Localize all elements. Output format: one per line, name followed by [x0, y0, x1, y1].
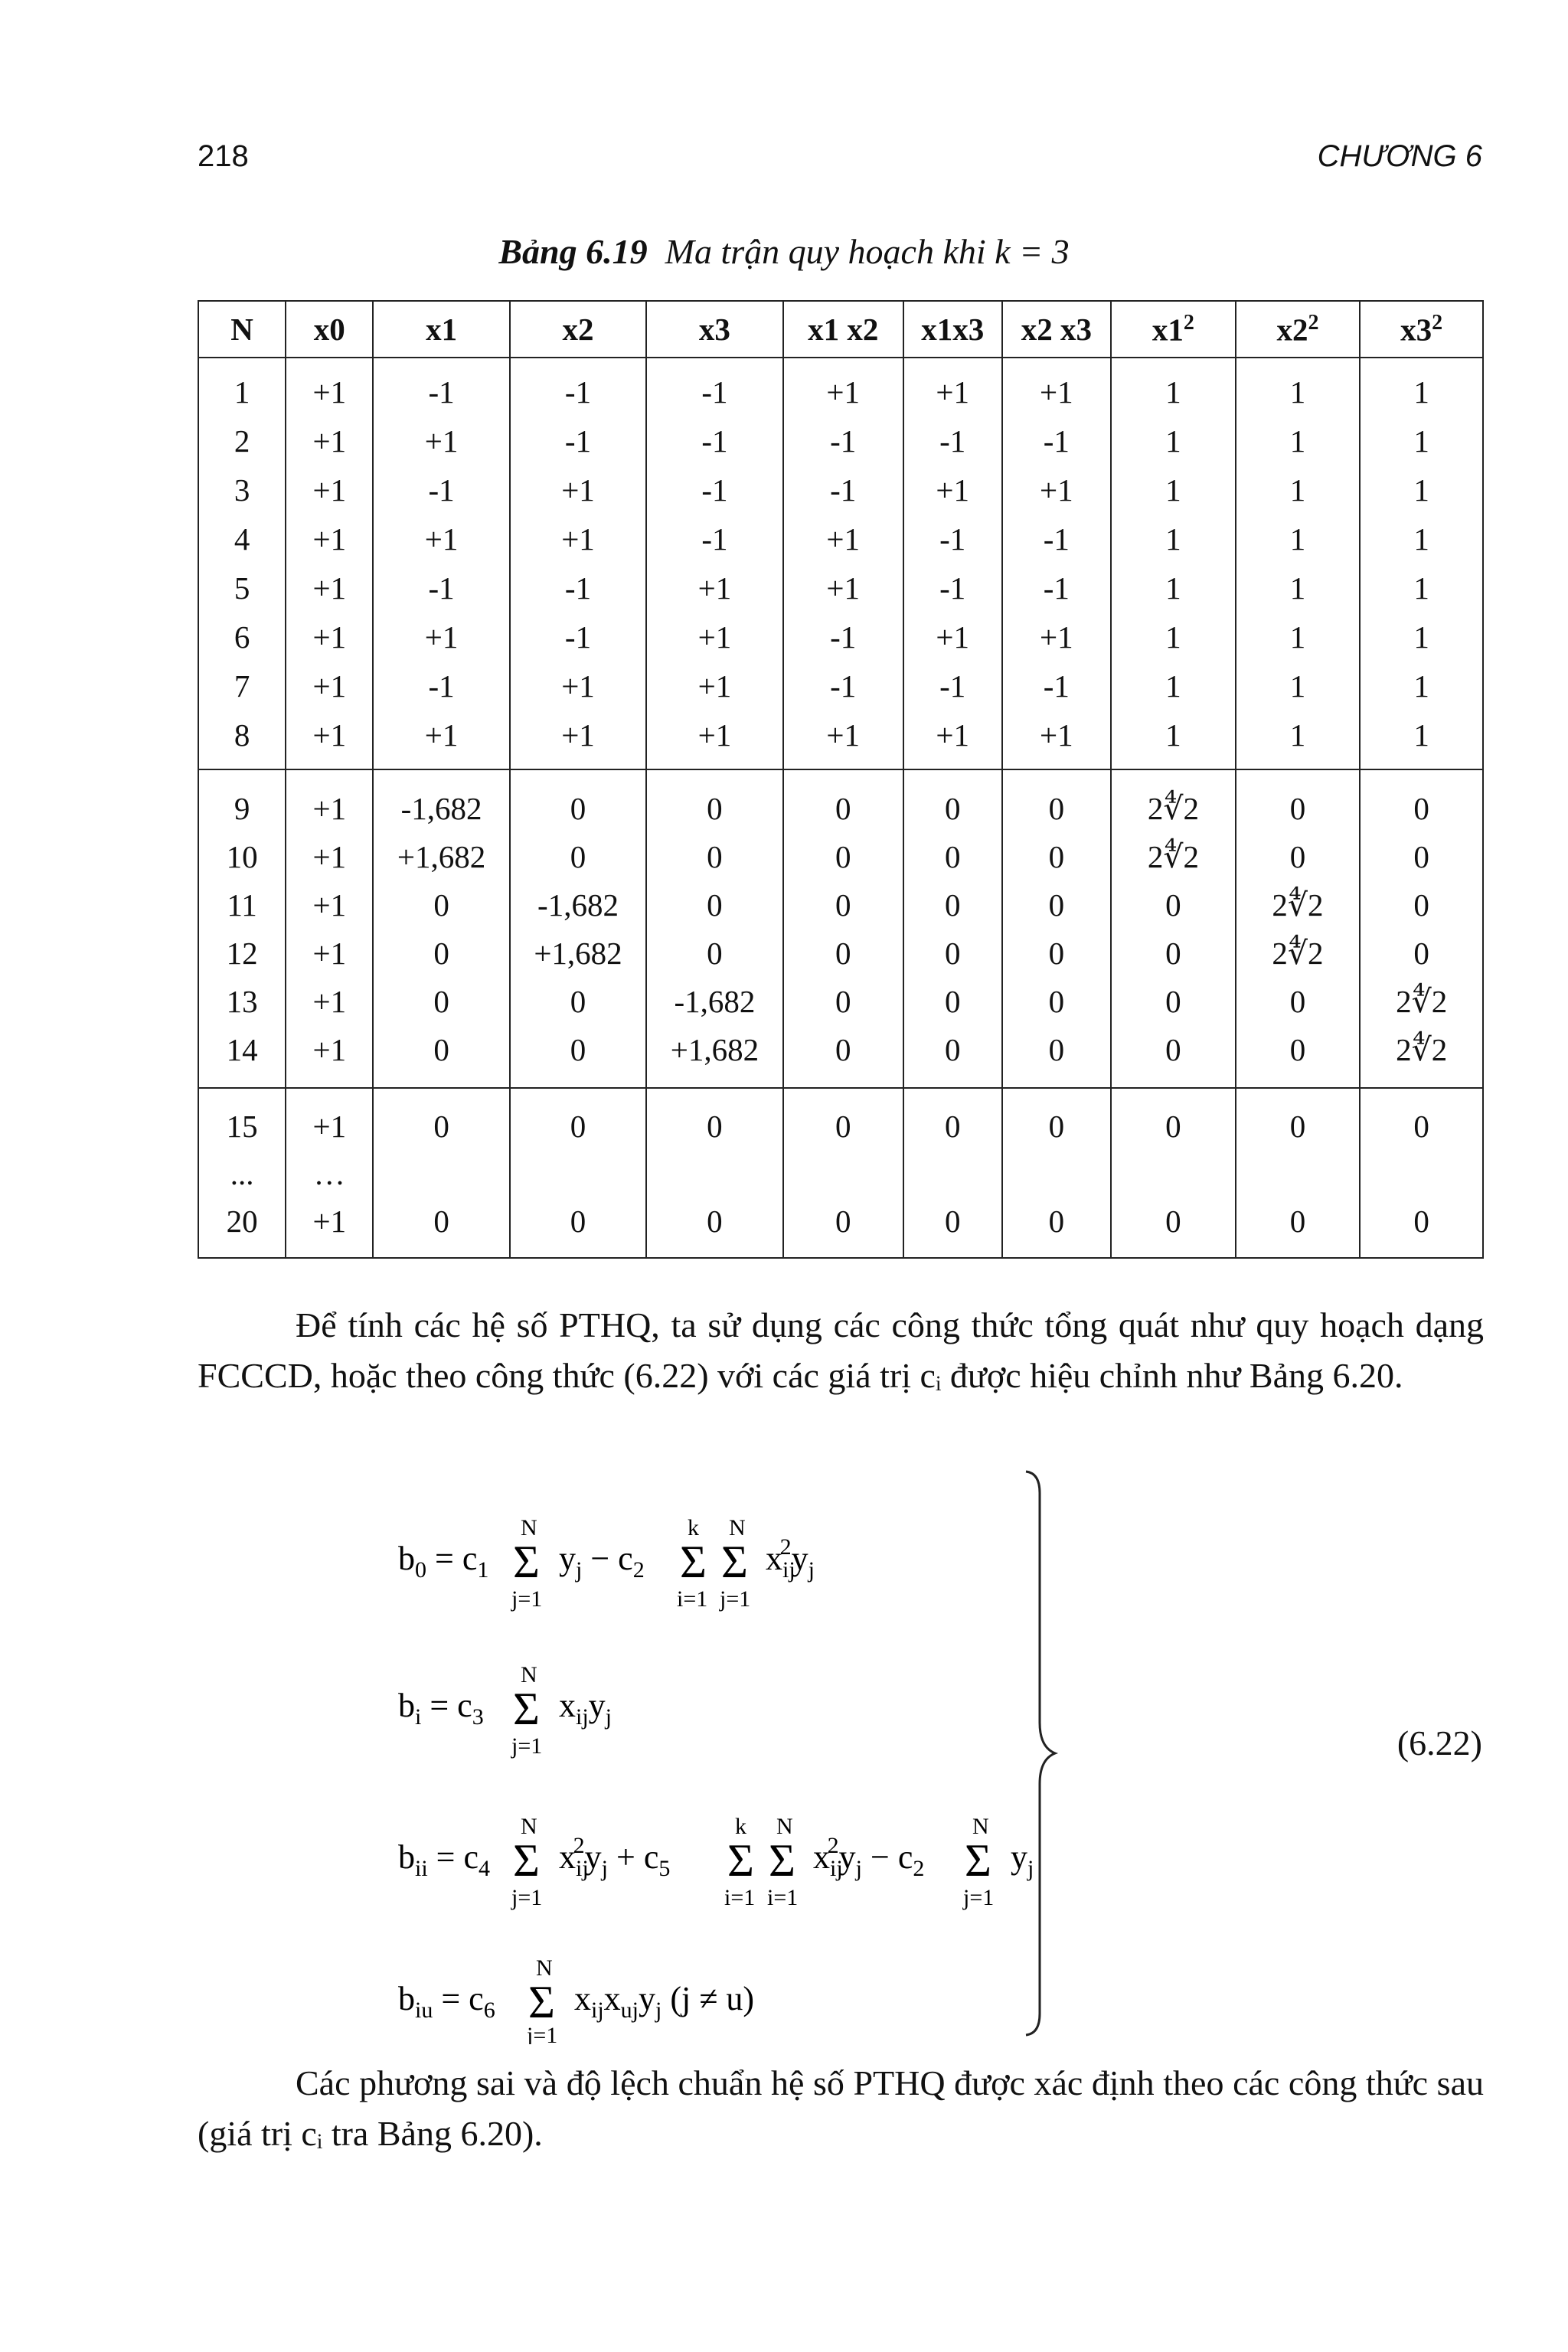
table-cell: 0 — [646, 929, 782, 977]
equation-number: (6.22) — [1396, 1723, 1482, 1762]
table-cell: -1 — [903, 564, 1002, 612]
svg-text:Σ: Σ — [965, 1835, 991, 1886]
table-cell: 0 — [1111, 1088, 1236, 1150]
table-cell: 0 — [1236, 832, 1361, 880]
table-cell: 1 — [1236, 612, 1361, 662]
svg-text:bi = c3: $b_i = c_3$ — [398, 1687, 484, 1730]
table-cell: +1 — [510, 514, 646, 564]
table-row — [198, 880, 1483, 929]
table-cell: 9 — [198, 769, 286, 832]
table-cell: 0 — [510, 1088, 646, 1150]
table-cell: 0 — [1360, 929, 1483, 977]
table-cell: +1,682 — [373, 832, 509, 880]
table-cell: +1,682 — [646, 1025, 782, 1088]
table-cell: 0 — [1002, 880, 1112, 929]
svg-text:N: N — [972, 1814, 989, 1839]
column-header: x2 x3 — [1002, 301, 1112, 358]
svg-text:Σ: Σ — [528, 1977, 555, 2027]
svg-text:xij2yj − c2: $x_{ij}2y_j - c_2$ — [813, 1833, 925, 1881]
column-header: $x3^2$ — [1360, 301, 1483, 358]
table-cell: 0 — [510, 1025, 646, 1088]
table-cell: -1 — [783, 612, 903, 662]
table-cell: 1 — [198, 358, 286, 416]
table-cell: -1 — [1002, 662, 1112, 710]
formula-b0 — [398, 1515, 815, 1612]
table-cell: +1 — [783, 514, 903, 564]
table-cell: 0 — [1111, 1025, 1236, 1088]
table-cell: 0 — [783, 929, 903, 977]
table-cell: 0 — [783, 1088, 903, 1150]
table-cell: +1 — [1002, 612, 1112, 662]
table-cell: 1 — [1360, 612, 1483, 662]
table-cell: 0 — [903, 1197, 1002, 1258]
table-cell: +1 — [373, 612, 509, 662]
caption-text: Ma trận quy hoạch khi k = 3 — [665, 232, 1070, 271]
svg-text:N: N — [776, 1814, 793, 1839]
table-cell: 0 — [783, 880, 903, 929]
svg-text:k: k — [688, 1515, 699, 1540]
table-row — [198, 832, 1483, 880]
table-cell: +1 — [286, 564, 373, 612]
table-cell: 14 — [198, 1025, 286, 1088]
table-cell: +1 — [286, 1197, 373, 1258]
table-cell: 0 — [1002, 977, 1112, 1025]
table-cell: +1 — [510, 710, 646, 769]
table-cell: 15 — [198, 1088, 286, 1150]
svg-text:b0 = c1: $b_0 = c_1$ — [398, 1540, 489, 1583]
table-row — [198, 514, 1483, 564]
table-cell: +1 — [286, 977, 373, 1025]
svg-text:Σ: Σ — [721, 1537, 748, 1587]
table-cell: -1 — [1002, 564, 1112, 612]
table-cell: 4 — [198, 514, 286, 564]
table-cell: -1 — [646, 514, 782, 564]
svg-text:N: N — [521, 1515, 537, 1540]
table-cell: 1 — [1236, 710, 1361, 769]
table-cell: +1 — [1002, 466, 1112, 514]
table-cell: -1 — [373, 564, 509, 612]
svg-text:Σ: Σ — [727, 1835, 754, 1886]
table-cell: +1 — [373, 416, 509, 466]
table-cell: -1 — [903, 662, 1002, 710]
table-cell: 1 — [1111, 564, 1236, 612]
formula-bi — [398, 1662, 612, 1759]
table-cell: 0 — [1002, 1197, 1112, 1258]
table-cell: 0 — [1002, 1088, 1112, 1150]
table-cell: +1 — [286, 880, 373, 929]
table-cell: 2∜2 — [1360, 1025, 1483, 1088]
table-cell — [1111, 1150, 1236, 1197]
table-row — [198, 358, 1483, 416]
svg-text:xijxujyj (j ≠ u): $x_{ij}x_{uj}y_j$ (j ≠ u) — [574, 1980, 755, 2023]
table-cell — [510, 1150, 646, 1197]
formula-bii — [398, 1814, 1034, 1910]
table-cell: 1 — [1111, 466, 1236, 514]
table-cell: 1 — [1360, 564, 1483, 612]
table-row — [198, 977, 1483, 1025]
table-cell: 0 — [1002, 929, 1112, 977]
factorial-points — [198, 358, 1483, 769]
table-cell: -1 — [646, 416, 782, 466]
table-cell: -1 — [510, 564, 646, 612]
table-cell: +1 — [286, 1088, 373, 1150]
table-cell: -1 — [646, 466, 782, 514]
svg-text:N: N — [521, 1814, 537, 1839]
table-cell: 10 — [198, 832, 286, 880]
table-cell: 1 — [1236, 466, 1361, 514]
table-cell: 1 — [1111, 358, 1236, 416]
column-header: x3 — [646, 301, 782, 358]
table-cell: 1 — [1111, 416, 1236, 466]
table-cell: -1 — [373, 466, 509, 514]
table-cell: -1 — [1002, 416, 1112, 466]
table-cell: 1 — [1111, 612, 1236, 662]
table-cell: 0 — [903, 1025, 1002, 1088]
table-cell: 12 — [198, 929, 286, 977]
table-cell: 0 — [1111, 880, 1236, 929]
column-header: x1 x2 — [783, 301, 903, 358]
svg-text:k: k — [735, 1814, 746, 1839]
svg-text:i=1: i=1 — [677, 1586, 708, 1612]
svg-text:biu = c6: $b_{iu} = c_6$ — [398, 1980, 495, 2023]
table-cell: +1 — [286, 832, 373, 880]
table-cell — [646, 1150, 782, 1197]
table-cell: 0 — [1111, 977, 1236, 1025]
table-cell: 1 — [1360, 514, 1483, 564]
table-cell: 0 — [1360, 832, 1483, 880]
table-cell: -1 — [510, 358, 646, 416]
table-cell: 0 — [1360, 880, 1483, 929]
table-cell: +1 — [903, 612, 1002, 662]
table-cell: -1 — [783, 466, 903, 514]
table-cell: 2∜2 — [1236, 880, 1361, 929]
axial-points — [198, 769, 1483, 1088]
table-cell — [1236, 1150, 1361, 1197]
table-cell: 0 — [903, 977, 1002, 1025]
svg-text:xij2yj: $x_{ij}2y_j$ — [766, 1534, 815, 1583]
table-cell: 20 — [198, 1197, 286, 1258]
table-cell: 5 — [198, 564, 286, 612]
table-cell: +1 — [903, 466, 1002, 514]
svg-text:j=1: j=1 — [963, 1885, 995, 1910]
column-header: x1 — [373, 301, 509, 358]
table-row — [198, 1150, 1483, 1197]
table-row — [198, 769, 1483, 832]
table-cell: 1 — [1360, 358, 1483, 416]
table-cell: 1 — [1236, 564, 1361, 612]
table-row — [198, 929, 1483, 977]
paragraph-1: Để tính các hệ số PTHQ, ta sử dụng các công thức tổng quát như quy hoạch dạng FCCCD, hoặc theo công thức (6.22) với các giá trị cᵢ được hiệu chỉnh như Bảng 6.20. — [198, 1305, 1484, 1395]
table-cell: +1 — [783, 710, 903, 769]
table-cell: 0 — [1360, 769, 1483, 832]
table-cell: +1 — [373, 514, 509, 564]
table-cell: 0 — [1236, 769, 1361, 832]
table-cell: 0 — [646, 880, 782, 929]
table-cell: 0 — [646, 1088, 782, 1150]
table-cell: 0 — [510, 977, 646, 1025]
table-cell: +1 — [903, 710, 1002, 769]
table-cell: +1 — [373, 710, 509, 769]
svg-text:N: N — [521, 1662, 537, 1687]
table-row — [198, 466, 1483, 514]
table-row — [198, 1197, 1483, 1258]
table-cell: 0 — [1111, 929, 1236, 977]
table-cell: +1 — [646, 662, 782, 710]
paragraph-2: Các phương sai và độ lệch chuẩn hệ số PTHQ được xác định theo các công thức sau (giá trị cᵢ tra Bảng 6.20). — [198, 2063, 1484, 2153]
table-cell: ... — [198, 1150, 286, 1197]
table-cell: 0 — [1236, 1088, 1361, 1150]
design-matrix-table — [198, 300, 1484, 1259]
table-cell: 1 — [1236, 514, 1361, 564]
table-cell — [903, 1150, 1002, 1197]
table-cell: +1 — [286, 416, 373, 466]
table-row — [198, 416, 1483, 466]
table-cell: -1 — [373, 358, 509, 416]
table-cell: 0 — [1002, 832, 1112, 880]
table-cell: -1 — [783, 662, 903, 710]
table-cell: 0 — [903, 769, 1002, 832]
table-caption — [0, 231, 1568, 272]
table-cell: 0 — [1002, 1025, 1112, 1088]
table-cell: +1 — [286, 1025, 373, 1088]
formula-biu — [398, 1955, 754, 2044]
table-cell: 7 — [198, 662, 286, 710]
table-cell: +1 — [646, 710, 782, 769]
formula-block — [398, 1470, 1087, 2044]
table-cell: 0 — [1236, 1025, 1361, 1088]
table-cell: 0 — [373, 1088, 509, 1150]
table-cell: 0 — [783, 1197, 903, 1258]
svg-text:j=1: j=1 — [511, 1885, 543, 1910]
table-cell: 1 — [1236, 662, 1361, 710]
table-cell: +1 — [286, 466, 373, 514]
table-cell: +1 — [286, 358, 373, 416]
table-cell: +1 — [286, 514, 373, 564]
table-cell: 2∜2 — [1360, 977, 1483, 1025]
table-cell: 13 — [198, 977, 286, 1025]
table-cell: 2 — [198, 416, 286, 466]
table-row — [198, 1088, 1483, 1150]
table-row — [198, 662, 1483, 710]
table-cell: +1 — [286, 710, 373, 769]
table-cell: 0 — [903, 832, 1002, 880]
table-header-row — [198, 301, 1483, 358]
table-cell: 0 — [373, 929, 509, 977]
table-cell: 0 — [510, 832, 646, 880]
table-cell: +1 — [783, 564, 903, 612]
table-cell: 1 — [1360, 416, 1483, 466]
table-cell — [783, 1150, 903, 1197]
table-cell: +1 — [286, 612, 373, 662]
table-cell: 1 — [1360, 710, 1483, 769]
table-cell: -1 — [903, 416, 1002, 466]
table-cell: -1 — [373, 662, 509, 710]
table-cell: 0 — [1236, 1197, 1361, 1258]
table-cell: 0 — [646, 832, 782, 880]
svg-text:j=1: j=1 — [720, 1586, 751, 1612]
table-cell: +1 — [1002, 710, 1112, 769]
table-cell: +1 — [1002, 358, 1112, 416]
table-cell: 1 — [1360, 466, 1483, 514]
svg-text:j=1: j=1 — [527, 2023, 558, 2044]
table-cell: 0 — [373, 1025, 509, 1088]
table-cell: 1 — [1111, 662, 1236, 710]
svg-text:N: N — [729, 1515, 746, 1540]
table-cell: +1 — [903, 358, 1002, 416]
table-cell: 0 — [783, 977, 903, 1025]
table-cell: -1 — [783, 416, 903, 466]
svg-text:Σ: Σ — [680, 1537, 707, 1587]
table-cell: 1 — [1111, 710, 1236, 769]
table-cell — [1002, 1150, 1112, 1197]
svg-text:j=1: j=1 — [511, 1733, 543, 1759]
table-cell: +1 — [510, 466, 646, 514]
caption-label: Bảng 6.19 — [498, 232, 648, 271]
svg-text:j=1: j=1 — [511, 1586, 543, 1612]
svg-text:bii = c4: $b_{ii} = c_4$ — [398, 1838, 491, 1881]
column-header: $x2^2$ — [1236, 301, 1361, 358]
table-cell: -1,682 — [373, 769, 509, 832]
svg-text:Σ: Σ — [513, 1537, 540, 1587]
table-cell: 6 — [198, 612, 286, 662]
table-cell: 0 — [903, 1088, 1002, 1150]
table-cell: 0 — [373, 977, 509, 1025]
table-cell: 0 — [646, 1197, 782, 1258]
table-cell: -1 — [903, 514, 1002, 564]
table-cell: 3 — [198, 466, 286, 514]
table-cell: +1 — [286, 662, 373, 710]
column-header: x0 — [286, 301, 373, 358]
table-cell: -1 — [646, 358, 782, 416]
table-cell: 0 — [510, 1197, 646, 1258]
column-header: N — [198, 301, 286, 358]
table-cell: 1 — [1236, 416, 1361, 466]
right-brace — [1018, 1470, 1064, 2037]
formula-6-22 — [398, 1470, 1087, 2044]
svg-text:yj − c2: $y_j - c_2$ — [559, 1540, 645, 1583]
column-header: x1x3 — [903, 301, 1002, 358]
column-header: $x1^2$ — [1111, 301, 1236, 358]
table-cell: 2∜2 — [1111, 832, 1236, 880]
table-cell: 2∜2 — [1236, 929, 1361, 977]
table-cell: 0 — [783, 1025, 903, 1088]
table-cell: +1,682 — [510, 929, 646, 977]
table-cell: 1 — [1111, 514, 1236, 564]
table-cell: -1 — [1002, 514, 1112, 564]
page-number: 218 — [198, 139, 249, 173]
table-row — [198, 1025, 1483, 1088]
table-cell: 0 — [373, 1197, 509, 1258]
table-cell: -1,682 — [646, 977, 782, 1025]
table-cell: 0 — [1360, 1088, 1483, 1150]
table-cell: +1 — [286, 769, 373, 832]
table-row — [198, 564, 1483, 612]
table-cell: +1 — [646, 612, 782, 662]
table-row — [198, 710, 1483, 769]
table-cell: 0 — [1236, 977, 1361, 1025]
table-cell: 0 — [1111, 1197, 1236, 1258]
table-cell: 2∜2 — [1111, 769, 1236, 832]
svg-text:xijyj: $x_{ij}y_j$ — [559, 1687, 612, 1730]
svg-text:yj: $y_j$ — [1011, 1838, 1034, 1881]
table-cell: +1 — [783, 358, 903, 416]
table-cell: 0 — [903, 929, 1002, 977]
svg-text:xij2yj + c5: $x_{ij}2y_j + c_5$ — [559, 1833, 671, 1881]
table-cell: +1 — [286, 929, 373, 977]
chapter-title: CHƯƠNG 6 — [1317, 139, 1482, 173]
table-cell: 0 — [1360, 1197, 1483, 1258]
table-cell: 0 — [903, 880, 1002, 929]
table-cell: -1 — [510, 612, 646, 662]
table-cell: 0 — [1002, 769, 1112, 832]
table-cell: 8 — [198, 710, 286, 769]
svg-text:N: N — [536, 1955, 553, 1981]
table-cell: +1 — [646, 564, 782, 612]
center-points — [198, 1088, 1483, 1258]
table-row — [198, 612, 1483, 662]
table-cell — [373, 1150, 509, 1197]
table-cell: … — [286, 1150, 373, 1197]
table-cell: 11 — [198, 880, 286, 929]
table-cell: 0 — [373, 880, 509, 929]
svg-text:Σ: Σ — [513, 1684, 540, 1734]
table-cell — [1360, 1150, 1483, 1197]
table-cell: 1 — [1236, 358, 1361, 416]
table-cell: 1 — [1360, 662, 1483, 710]
table-cell: 0 — [783, 769, 903, 832]
svg-text:i=1: i=1 — [767, 1885, 799, 1910]
svg-text:i=1: i=1 — [724, 1885, 756, 1910]
table-cell: 0 — [510, 769, 646, 832]
table-cell: +1 — [510, 662, 646, 710]
table-cell: 0 — [783, 832, 903, 880]
column-header: x2 — [510, 301, 646, 358]
svg-text:Σ: Σ — [769, 1835, 795, 1886]
svg-text:Σ: Σ — [513, 1835, 540, 1886]
table-cell: -1,682 — [510, 880, 646, 929]
table-cell: 0 — [646, 769, 782, 832]
table-cell: -1 — [510, 416, 646, 466]
